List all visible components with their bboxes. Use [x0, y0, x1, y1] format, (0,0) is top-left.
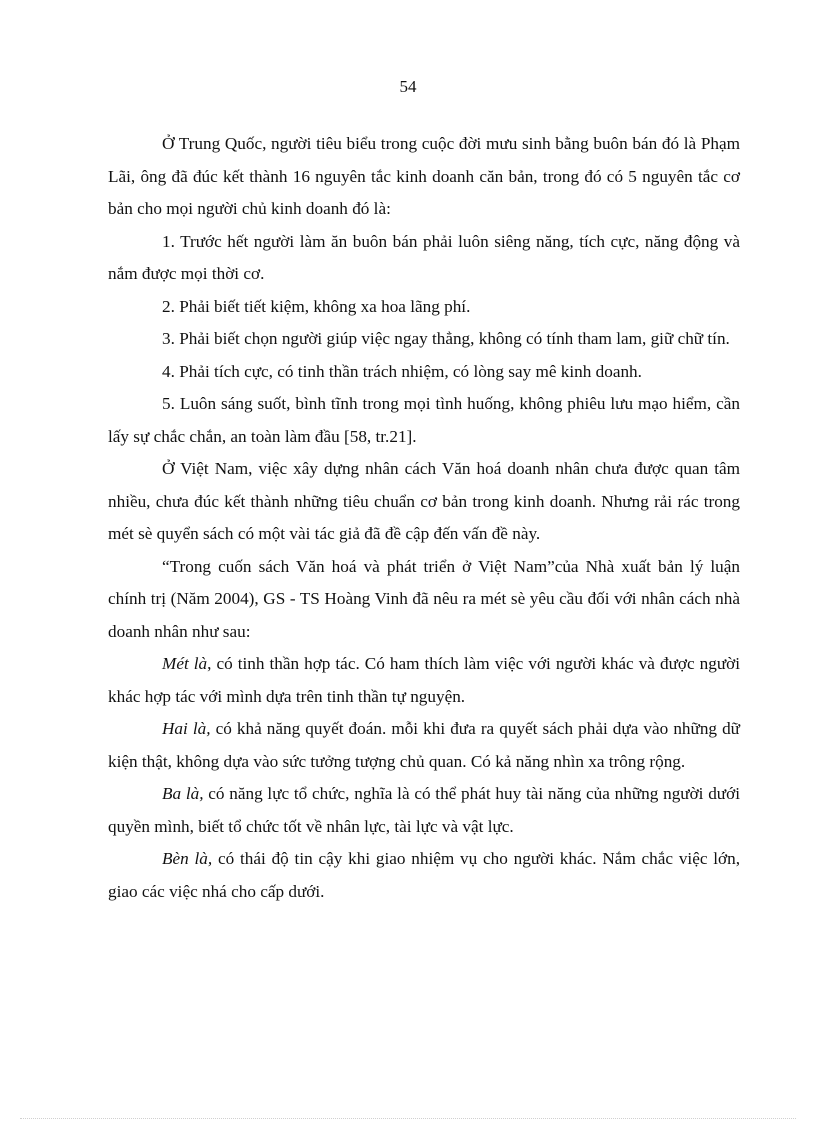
paragraph-text: 3. Phải biết chọn người giúp việc ngay thẳng, không có tính tham lam, giữ chữ tín.	[162, 329, 730, 348]
paragraph	[108, 388, 740, 453]
paragraph-lead: Mét là	[162, 654, 208, 673]
paragraph	[108, 356, 740, 389]
paragraph	[108, 778, 740, 843]
paragraph	[108, 713, 740, 778]
page-number: 54	[399, 77, 417, 96]
paragraph	[108, 843, 740, 908]
paragraph	[108, 323, 740, 356]
paragraph-text: 5. Luôn sáng suốt, bình tĩnh trong mọi tình huống, không phiêu lưu mạo hiểm, cần lấy sự chắc chắn, an toàn làm đầu [58, tr.21].	[108, 394, 740, 446]
paragraph-text: có thái độ tin cậy khi giao nhiệm vụ cho người khác. Nắm chắc việc lớn, giao các việc nhá cho cấp dưới.	[108, 849, 740, 901]
paragraph	[108, 453, 740, 551]
paragraph	[108, 291, 740, 324]
paragraph-lead: Hai là,	[162, 719, 211, 738]
paragraph-text: có khả năng quyết đoán. mỗi khi đưa ra quyết sách phải dựa vào những dữ kiện thật, không dựa vào sức tưởng tượng chủ quan. Có kả năng nhìn xa trông rộng.	[108, 719, 740, 771]
paragraph-lead: Bèn là,	[162, 849, 213, 868]
paragraph-text: , có tinh thần hợp tác. Có ham thích làm việc với người khác và được người khác hợp tác với mình dựa trên tinh thần tự nguyện.	[108, 654, 740, 706]
paragraph-lead: Ba là,	[162, 784, 204, 803]
paragraph-text: có năng lực tổ chức, nghĩa là có thể phát huy tài năng của những người dưới quyền mình, biết tổ chức tốt về nhân lực, tài lực và vật lực.	[108, 784, 740, 836]
page-bottom-divider	[20, 1118, 796, 1119]
paragraph-text: 4. Phải tích cực, có tinh thần trách nhiệm, có lòng say mê kinh doanh.	[162, 361, 642, 381]
paragraph-text: “Trong cuốn sách Văn hoá và phát triển ở Việt Nam”của Nhà xuất bản lý luận chính trị (Năm 2004), GS - TS Hoàng Vinh đã nêu ra mét sè yêu cầu đối với nhân cách nhà doanh nhân như sau:	[108, 556, 740, 641]
paragraph	[108, 226, 740, 291]
paragraph	[108, 128, 740, 226]
body-text	[108, 128, 740, 908]
paragraph	[108, 551, 740, 649]
paragraph-text: Ở Trung Quốc, người tiêu biểu trong cuộc đời mưu sinh bằng buôn bán đó là Phạm Lãi, ông đã đúc kết thành 16 nguyên tắc kinh doanh căn bản, trong đó có 5 nguyên tắc cơ bản cho mọi người chủ kinh doanh đó là:	[108, 134, 740, 218]
paragraph-text: 2. Phải biết tiết kiệm, không xa hoa lãng phí.	[162, 296, 471, 316]
paragraph-text: 1. Trước hết người làm ăn buôn bán phải luôn siêng năng, tích cực, năng động và nắm được mọi thời cơ.	[108, 231, 740, 283]
paragraph-text: Ở Việt Nam, việc xây dựng nhân cách Văn hoá doanh nhân chưa được quan tâm nhiều, chưa đúc kết thành những tiêu chuẩn cơ bản trong kinh doanh. Nhưng rải rác trong mét sè quyển sách có một vài tác giả đã đề cập đến vấn đề này.	[108, 459, 740, 543]
paragraph	[108, 648, 740, 713]
